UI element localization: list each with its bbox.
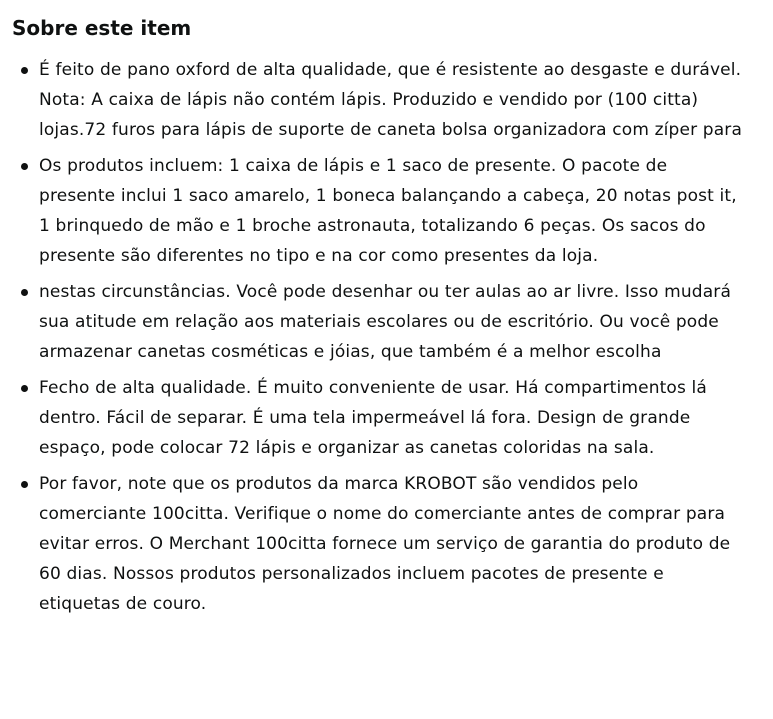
feature-bullet-list bbox=[12, 55, 761, 619]
bullet-point-icon bbox=[21, 481, 28, 488]
feature-bullet-text: nestas circunstâncias. Você pode desenhar ou ter aulas ao ar livre. Isso mudará sua atitude em relação aos materiais escolares ou de escritório. Ou você pode armazenar canetas cosméticas e jóias, que também é a melhor escolha bbox=[39, 282, 732, 362]
feature-bullet bbox=[12, 373, 746, 463]
feature-bullet-text: É feito de pano oxford de alta qualidade, que é resistente ao desgaste e durável. Nota: A caixa de lápis não contém lápis. Produzido e vendido por (100 citta) lojas.72 furos para lápis de suporte de caneta bolsa organizadora com zíper para bbox=[39, 60, 743, 140]
bullet-point-icon bbox=[21, 385, 28, 392]
feature-bullet bbox=[12, 277, 746, 367]
feature-bullet-text: Os produtos incluem: 1 caixa de lápis e 1 saco de presente. O pacote de presente inclui 1 saco amarelo, 1 boneca balançando a cabeça, 20 notas post it, 1 brinquedo de mão e 1 broche astronauta, totalizando 6 peças. Os sacos do presente são diferentes no tipo e na cor como presentes da loja. bbox=[39, 156, 737, 266]
feature-bullet-text: Por favor, note que os produtos da marca KROBOT são vendidos pelo comerciante 100citta. Verifique o nome do comerciante antes de comprar para evitar erros. O Merchant 100citta fornece um serviço de garantia do produto de 60 dias. Nossos produtos personalizados incluem pacotes de presente e etiquetas de couro. bbox=[39, 474, 731, 614]
bullet-point-icon bbox=[21, 163, 28, 170]
feature-bullet bbox=[12, 151, 746, 271]
feature-bullet-text: Fecho de alta qualidade. É muito conveniente de usar. Há compartimentos lá dentro. Fácil de separar. É uma tela impermeável lá fora. Design de grande espaço, pode colocar 72 lápis e organizar as canetas coloridas na sala. bbox=[39, 378, 707, 458]
bullet-point-icon bbox=[21, 67, 28, 74]
feature-bullet bbox=[12, 469, 746, 619]
bullet-point-icon bbox=[21, 289, 28, 296]
feature-bullet bbox=[12, 55, 746, 145]
section-title: Sobre este item bbox=[12, 16, 192, 40]
